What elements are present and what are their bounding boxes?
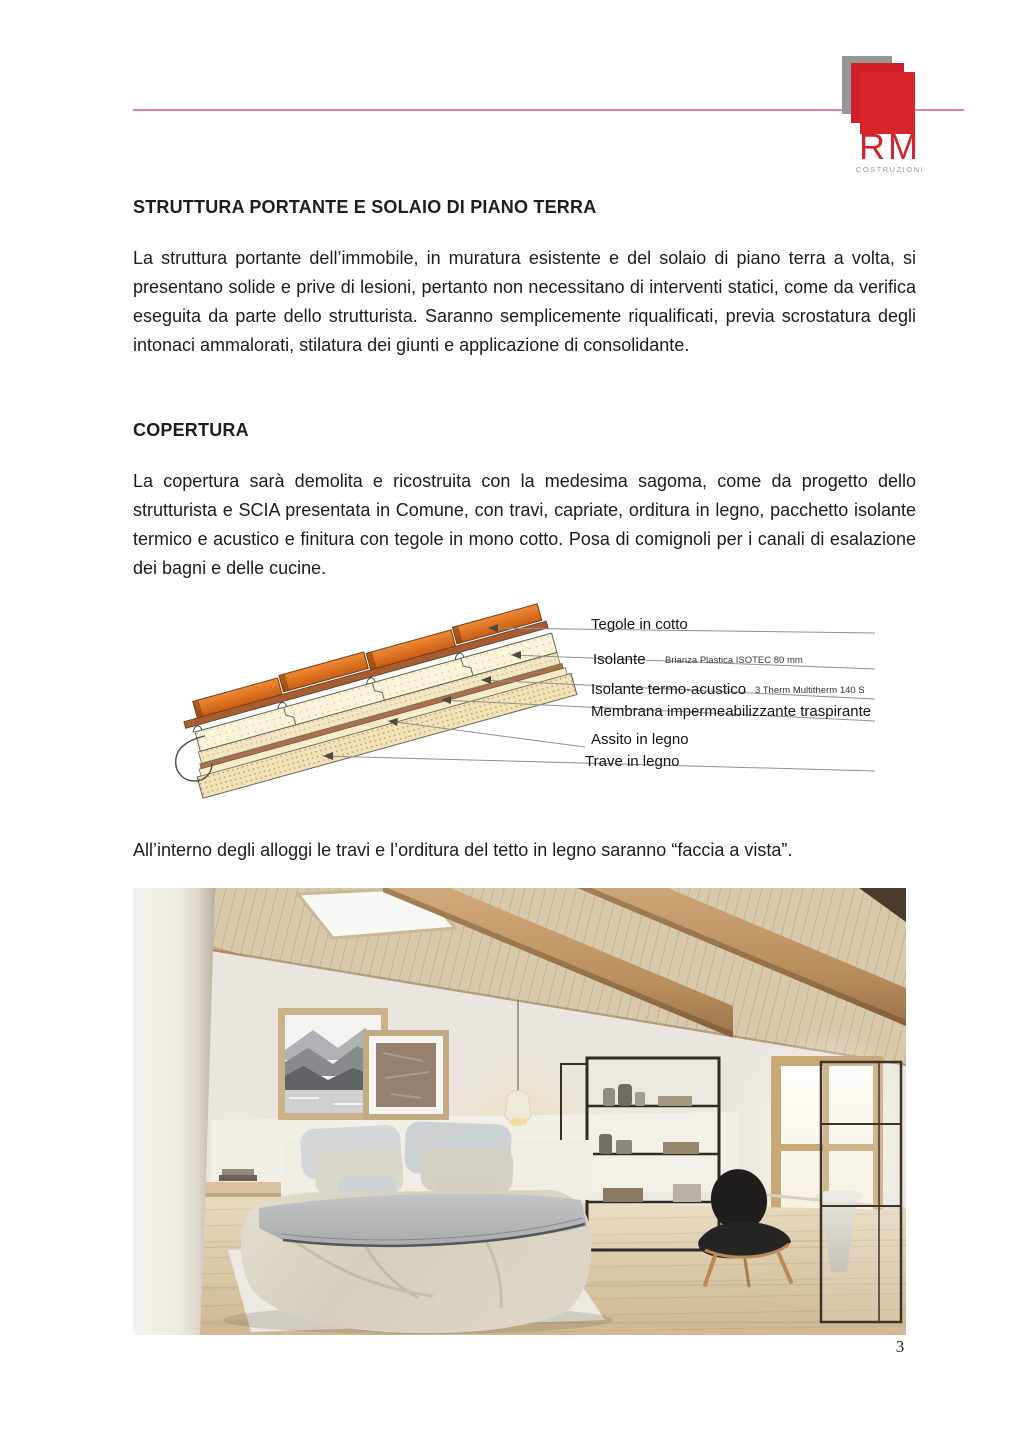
roof-section-drawing <box>177 600 577 798</box>
diagram-labels <box>585 616 871 770</box>
label-isolante: Isolante <box>593 651 646 668</box>
paragraph-faccia-a-vista: All’interno degli alloggi le travi e l’orditura del tetto in legno saranno “faccia a vista”. <box>133 840 793 860</box>
logo-brand-text: RM <box>859 126 921 167</box>
label-isolante-detail: Brianza Plastica ISOTEC 80 mm <box>665 655 803 666</box>
bedroom-photo <box>133 888 906 1335</box>
label-tegole: Tegole in cotto <box>591 616 688 633</box>
foreground-column <box>133 888 215 1335</box>
label-trave: Trave in legno <box>585 753 680 770</box>
shelf-unit <box>587 1058 719 1250</box>
logo-subtitle: COSTRUZIONI <box>855 165 925 174</box>
paragraph-copertura: La copertura sarà demolita e ricostruita con la medesima sagoma, come da progetto dello strutturista e SCIA presentata in Comune, con travi, capriate, orditura in legno, pacchetto isolante termico e acustico e finitura con tegole in mono cotto. Posa di comignoli per i canali di esalazione dei bagni e delle cucine. <box>133 471 916 578</box>
company-logo <box>835 50 945 180</box>
section-heading-copertura: COPERTURA <box>133 420 249 440</box>
page-number: 3 <box>895 1337 905 1356</box>
label-membrana: Membrana impermeabilizzante traspirante <box>591 703 872 720</box>
label-termo: Isolante termo-acustico <box>591 681 747 698</box>
label-assito: Assito in legno <box>591 731 689 748</box>
label-termo-detail: 3 Therm Multitherm 140 S <box>755 685 865 696</box>
bed <box>241 1121 593 1333</box>
framed-art-right <box>363 1030 449 1120</box>
logo-square-red-front <box>860 72 915 134</box>
roof-stratigraphy-diagram <box>133 600 893 800</box>
paragraph-structure: La struttura portante dell’immobile, in muratura esistente e del solaio di piano terra a volta, si presentano solide e prive di lesioni, pertanto non necessitano di interventi statici, come da verifica eseguita da parte dello strutturista. Saranno semplicemente riqualificati, previa scrostatura degli intonaci ammalorati, stilatura dei giunti e applicazione di consolidante. <box>133 248 916 355</box>
glass-partition <box>821 1062 901 1322</box>
section-heading-structure: STRUTTURA PORTANTE E SOLAIO DI PIANO TERRA <box>133 197 597 217</box>
